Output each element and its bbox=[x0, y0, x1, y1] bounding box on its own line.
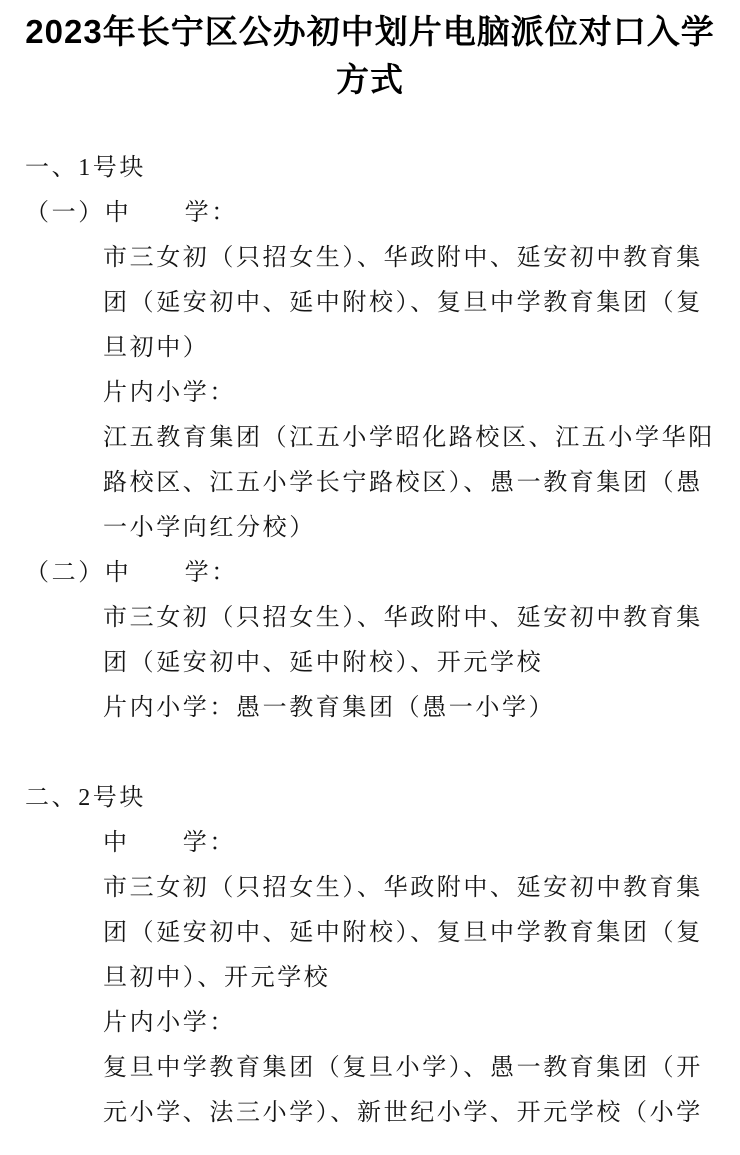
section-2-heading: 二、2号块 bbox=[25, 785, 146, 811]
document-title-line-1: 2023年长宁区公办初中划片电脑派位对口入学 bbox=[25, 13, 715, 50]
primary-school-list-line: 路校区、江五小学长宁路校区）、愚一教育集团（愚 bbox=[103, 470, 703, 496]
middle-school-list-line: 团（延安初中、延中附校）、开元学校 bbox=[103, 650, 544, 676]
primary-school-list-line: 元小学、法三小学）、新世纪小学、开元学校（小学 bbox=[103, 1100, 703, 1126]
district-primary-school-label: 片内小学： bbox=[103, 1010, 236, 1036]
district-primary-school-line: 片内小学：愚一教育集团（愚一小学） bbox=[103, 695, 556, 721]
blank-line bbox=[25, 731, 715, 776]
section-1-part-2-middle-school-label: （二）中 学： bbox=[25, 560, 238, 586]
document-title-line-2: 方式 bbox=[336, 61, 404, 98]
document-title bbox=[25, 8, 715, 104]
middle-school-list-line: 市三女初（只招女生）、华政附中、延安初中教育集 bbox=[103, 245, 703, 271]
middle-school-list-line: 市三女初（只招女生）、华政附中、延安初中教育集 bbox=[103, 875, 703, 901]
primary-school-list-line: 一小学向红分校） bbox=[103, 515, 316, 541]
primary-school-list-line: 复旦中学教育集团（复旦小学）、愚一教育集团（开 bbox=[103, 1055, 703, 1081]
section-1-heading: 一、1号块 bbox=[25, 155, 146, 181]
primary-school-list-line: 江五教育集团（江五小学昭化路校区、江五小学华阳 bbox=[103, 425, 715, 451]
middle-school-list-line: 团（延安初中、延中附校）、复旦中学教育集团（复 bbox=[103, 290, 703, 316]
section-1-part-1-middle-school-label: （一）中 学： bbox=[25, 200, 238, 226]
middle-school-list-line: 团（延安初中、延中附校）、复旦中学教育集团（复 bbox=[103, 920, 703, 946]
middle-school-list-line: 市三女初（只招女生）、华政附中、延安初中教育集 bbox=[103, 605, 703, 631]
document-body bbox=[25, 146, 715, 1136]
section-2-middle-school-label: 中 学： bbox=[103, 830, 236, 856]
district-primary-school-label: 片内小学： bbox=[103, 380, 236, 406]
middle-school-list-line: 旦初中）、开元学校 bbox=[103, 965, 331, 991]
middle-school-list-line: 旦初中） bbox=[103, 335, 210, 361]
